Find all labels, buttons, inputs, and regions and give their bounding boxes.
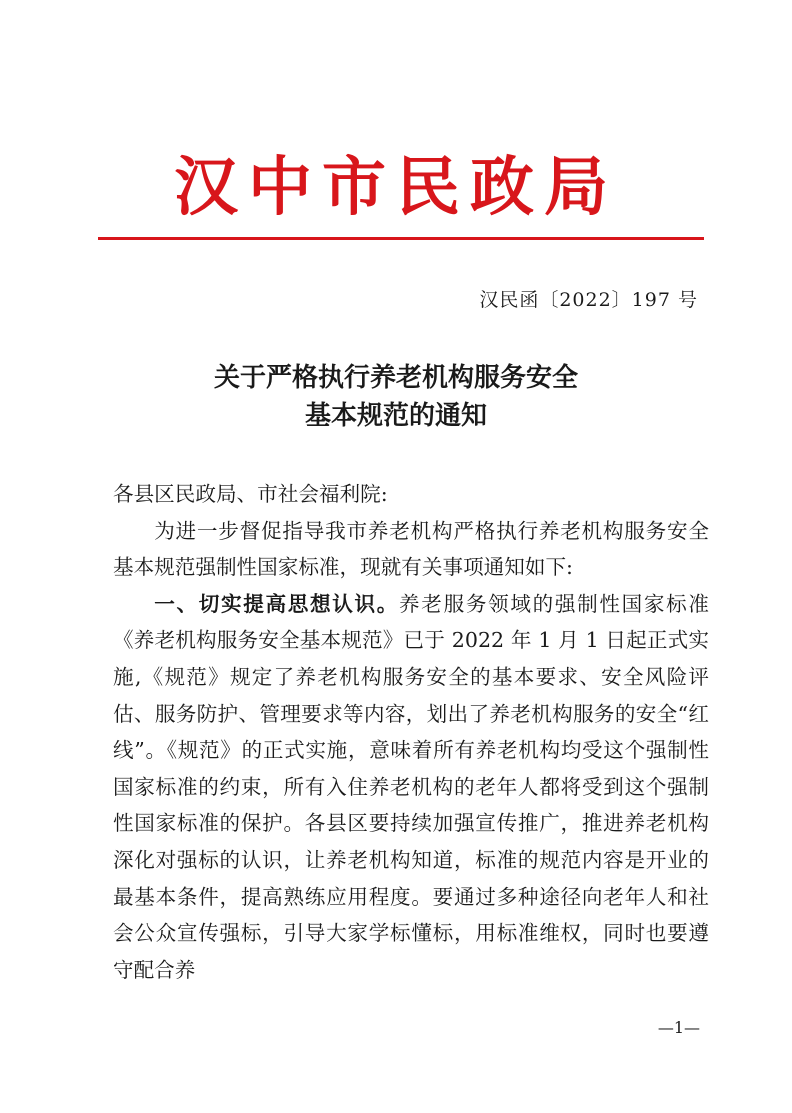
section-1-paragraph xyxy=(113,586,709,989)
section-1-heading: 一、切实提高思想认识。 xyxy=(154,591,400,616)
salutation: 各县区民政局、市社会福利院: xyxy=(113,482,388,506)
title-line-2: 基本规范的通知 xyxy=(304,401,487,431)
section-1-text: 养老服务领域的强制性国家标准《养老机构服务安全基本规范》已于 2022 年 1 月 1 日起正式实施,《规范》规定了养老机构服务安全的基本要求、安全风险评估、服务防护、管理要求等内容，划出了养老机构服务的安全“红线”。《规范》的正式实施，意味着所有养老机构均受这个强制性国家标准的约束，所有入住养老机构的老年人都将受到这个强制性国家标准的保护。各县区要持续加强宣传推广，推进养老机构深化对强标的认识，让养老机构知道，标准的规范内容是开业的最基本条件，提高熟练应用程度。要通过多种途径向老年人和社会公众宣传强标，引导大家学标懂标，用标准维权，同时也要遵守配合养 xyxy=(113,591,710,982)
red-separator-line xyxy=(98,237,704,240)
title-line-1: 关于严格执行养老机构服务安全 xyxy=(213,363,578,393)
document-body xyxy=(113,476,709,988)
document-number: 汉民函〔2022〕197 号 xyxy=(479,289,698,311)
intro-paragraph: 为进一步督促指导我市养老机构严格执行养老机构服务安全基本规范强制性国家标准，现就有关事项通知如下: xyxy=(113,518,709,580)
agency-masthead: 汉中市民政局 xyxy=(174,151,618,225)
page-number: —1— xyxy=(657,1018,700,1037)
